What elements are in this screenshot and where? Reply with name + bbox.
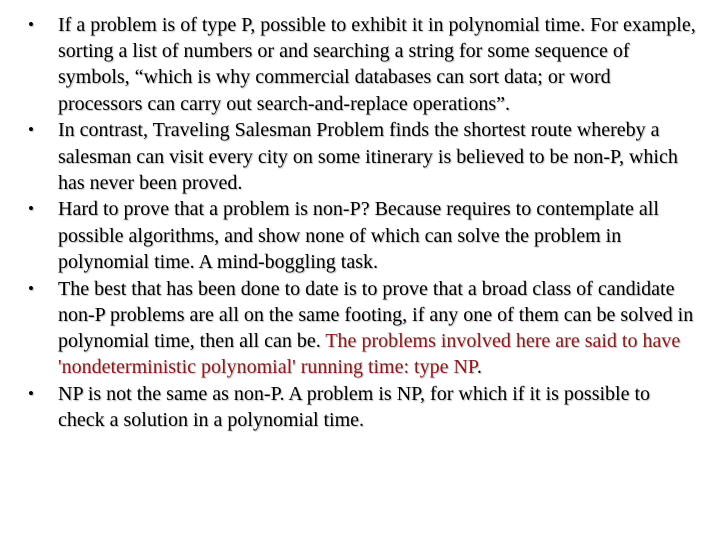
bullet-4-text-end: . [476, 356, 482, 379]
bullet-3-text: Hard to prove that a problem is non-P? Because requires to contemplate all possible algorithms, and show none of which can solve the problem in polynomial time. A mind-boggling task. [58, 198, 659, 273]
bullet-4-highlight-text: The problems involved here are said to have 'nondeterministic polynomial' running time: type NP [58, 329, 681, 379]
bullet-icon: • [28, 15, 34, 34]
bullet-list [28, 12, 696, 433]
bullet-5-text: NP is not the same as non-P. A problem is NP, for which if it is possible to check a solution in a polynomial time. [58, 382, 651, 432]
bullet-icon: • [28, 278, 34, 298]
bullet-item-5 [28, 381, 696, 433]
bullet-2-text-intro: In contrast, [58, 119, 153, 142]
bullet-item-1 [28, 12, 696, 117]
bullet-item-3 [28, 196, 696, 275]
bullet-2-text-main: Traveling Salesman Problem finds the shortest route whereby a salesman can visit every city on some itinerary is believed to be non-P, which has never been proved. [58, 119, 678, 194]
bullet-icon: • [28, 199, 34, 219]
bullet-4-text: The best that has been done to date is to prove that a broad class of candidate non-P problems are all on the same footing, if any one of them can be solved in polynomial time, then all can be. [58, 277, 694, 352]
bullet-1-text: If a problem is of type P, possible to exhibit it in polynomial time. For example, sorting a list of numbers or and searching a string for some sequence of symbols, “which is why commercial databases can sort data; or word processors can carry out search-and-replace operations”. [58, 14, 696, 115]
bullet-item-4 [28, 276, 696, 381]
bullet-icon: • [28, 120, 34, 140]
bullet-icon: • [28, 383, 34, 403]
bullet-item-2 [28, 117, 696, 196]
